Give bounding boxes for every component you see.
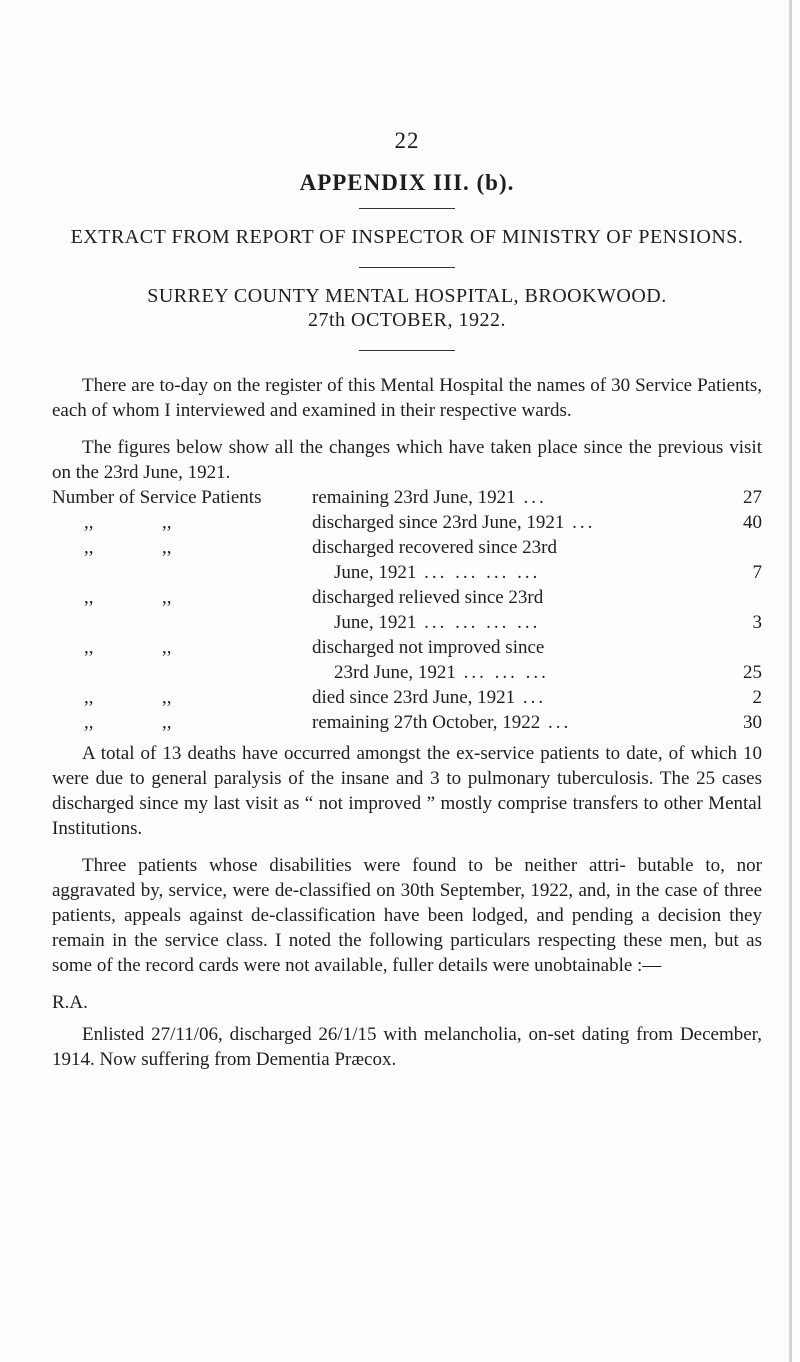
ditto-marks: ,, ,,: [84, 687, 172, 708]
hospital-heading: SURREY COUNTY MENTAL HOSPITAL, BROOKWOOD.: [147, 285, 667, 307]
figures-intro-paragraph: The figures below show all the changes which have taken place since the previous visit on the 23rd June, 1921.: [52, 437, 762, 483]
page-edge: [789, 0, 792, 1362]
figure-value: 3: [752, 612, 762, 633]
figure-description: discharged recovered since 23rd June, 1921 ... ... ... ...: [312, 537, 557, 583]
figure-lead-label: Number of Service Patients: [52, 487, 262, 508]
ditto-marks: ,, ,,: [84, 537, 172, 558]
figure-description: remaining 23rd June, 1921 ...: [312, 487, 547, 508]
figure-row: [52, 510, 762, 535]
heading-rule: [359, 350, 455, 351]
figure-value: 25: [743, 662, 762, 683]
appendix-title: APPENDIX III. (b).: [299, 170, 515, 195]
figure-row: [52, 585, 762, 635]
ditto-marks: ,, ,,: [84, 637, 172, 658]
extract-heading: EXTRACT FROM REPORT OF INSPECTOR OF MINISTRY OF PENSIONS.: [70, 226, 744, 248]
hospital-heading-block: [52, 284, 762, 332]
declassified-paragraph: Three patients whose disabilities were found to be neither attri- butable to, nor aggravated by, service, were de-classified on 30th September, 1922, and, in the case of three patients, appeals against de-classification have been lodged, and pending a decision they remain in the service class. I noted the following particulars respecting these men, but as some of the record cards were not available, fuller details were unobtainable :—: [52, 855, 762, 976]
figure-value: 27: [743, 487, 762, 508]
patient-details-paragraph: Enlisted 27/11/06, discharged 26/1/15 with melancholia, on-set dating from December, 1914. Now suffering from Dementia Præcox.: [52, 1024, 762, 1070]
figure-description: discharged since 23rd June, 1921 ...: [312, 512, 596, 533]
figure-description: died since 23rd June, 1921 ...: [312, 687, 547, 708]
date-heading: 27th OCTOBER, 1922.: [307, 309, 507, 331]
figure-value: 30: [743, 712, 762, 733]
page-number: 22: [394, 128, 420, 153]
figure-row: [52, 635, 762, 685]
deaths-paragraph: A total of 13 deaths have occurred amongst the ex-service patients to date, of which 10 were due to general paralysis of the insane and 3 to pulmonary tuberculosis. The 25 cases discharged since my last visit as “ not improved ” mostly comprise transfers to other Mental Institutions.: [52, 743, 762, 839]
section-rule: [359, 267, 455, 268]
title-rule: [359, 208, 455, 209]
figure-value: 7: [752, 562, 762, 583]
figure-value: 40: [743, 512, 762, 533]
patient-figures-table: [52, 485, 762, 735]
figure-row: [52, 485, 762, 510]
figure-row: [52, 685, 762, 710]
ditto-marks: ,, ,,: [84, 712, 172, 733]
intro-paragraph: There are to-day on the register of this Mental Hospital the names of 30 Service Patients, each of whom I interviewed and examined in their respective wards.: [52, 375, 762, 421]
figure-value: 2: [752, 687, 762, 708]
patient-initials: R.A.: [52, 992, 88, 1013]
figure-description: discharged relieved since 23rd June, 1921 ... ... ... ...: [312, 587, 544, 633]
ditto-marks: ,, ,,: [84, 512, 172, 533]
figure-row: [52, 535, 762, 585]
figure-description: discharged not improved since 23rd June, 1921 ... ... ...: [312, 637, 549, 683]
document-page: [52, 128, 762, 1072]
figure-description: remaining 27th October, 1922 ...: [312, 712, 572, 733]
figure-row: [52, 710, 762, 735]
ditto-marks: ,, ,,: [84, 587, 172, 608]
